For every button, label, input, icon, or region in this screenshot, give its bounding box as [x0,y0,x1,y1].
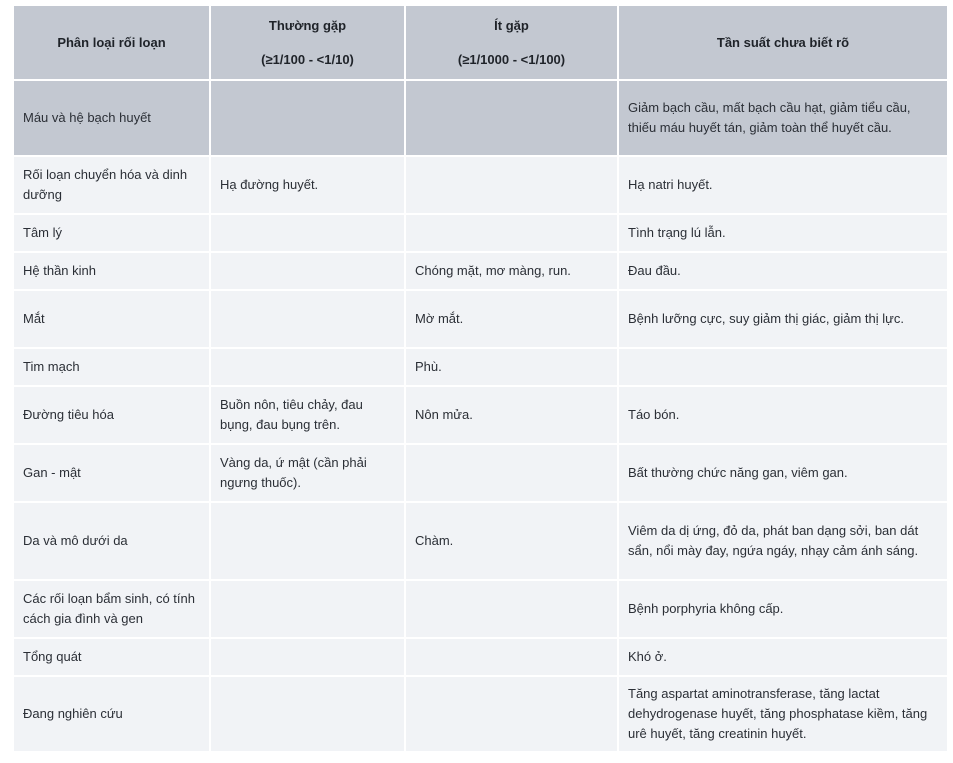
table-row [14,580,947,638]
header-category: Phân loại rối loạn [14,6,210,80]
cell-category: Tổng quát [14,638,210,676]
header-common: Thường gặp (≥1/100 - <1/10) [210,6,405,80]
cell-unknown: Bất thường chức năng gan, viêm gan. [618,444,947,502]
cell-uncommon: Chàm. [405,502,618,580]
cell-common [210,290,405,348]
cell-uncommon: Chóng mặt, mơ màng, run. [405,252,618,290]
cell-uncommon [405,80,618,156]
table-header-row [14,6,947,80]
cell-unknown: Hạ natri huyết. [618,156,947,214]
table-row [14,214,947,252]
cell-uncommon [405,156,618,214]
cell-common [210,502,405,580]
table-row [14,80,947,156]
cell-category: Các rối loạn bẩm sinh, có tính cách gia đình và gen [14,580,210,638]
header-unknown: Tần suất chưa biết rõ [618,6,947,80]
table-row [14,290,947,348]
cell-uncommon [405,214,618,252]
cell-category: Tim mạch [14,348,210,386]
table-row [14,502,947,580]
cell-category: Hệ thần kinh [14,252,210,290]
cell-uncommon: Mờ mắt. [405,290,618,348]
cell-unknown: Táo bón. [618,386,947,444]
cell-category: Tâm lý [14,214,210,252]
cell-unknown [618,348,947,386]
cell-category: Đang nghiên cứu [14,676,210,752]
cell-uncommon: Phù. [405,348,618,386]
cell-unknown: Đau đầu. [618,252,947,290]
adverse-effects-table [14,6,947,753]
adverse-effects-table-container [14,6,947,753]
cell-unknown: Tình trạng lú lẫn. [618,214,947,252]
table-row [14,386,947,444]
cell-common [210,580,405,638]
cell-unknown: Viêm da dị ứng, đỏ da, phát ban dạng sởi, ban dát sẩn, nổi mày đay, ngứa ngáy, nhạy cảm ánh sáng. [618,502,947,580]
cell-common [210,348,405,386]
cell-category: Gan - mật [14,444,210,502]
cell-common: Vàng da, ứ mật (cần phải ngưng thuốc). [210,444,405,502]
cell-unknown: Bệnh lưỡng cực, suy giảm thị giác, giảm thị lực. [618,290,947,348]
cell-common [210,638,405,676]
cell-uncommon [405,676,618,752]
cell-common [210,214,405,252]
cell-uncommon [405,580,618,638]
cell-unknown: Giảm bạch cầu, mất bạch cầu hạt, giảm tiểu cầu, thiếu máu huyết tán, giảm toàn thể huyết cầu. [618,80,947,156]
header-uncommon: Ít gặp (≥1/1000 - <1/100) [405,6,618,80]
table-row [14,348,947,386]
cell-common: Hạ đường huyết. [210,156,405,214]
cell-common: Buồn nôn, tiêu chảy, đau bụng, đau bụng trên. [210,386,405,444]
cell-uncommon: Nôn mửa. [405,386,618,444]
table-row [14,252,947,290]
cell-category: Máu và hệ bạch huyết [14,80,210,156]
cell-category: Mắt [14,290,210,348]
cell-uncommon [405,638,618,676]
table-row [14,638,947,676]
cell-uncommon [405,444,618,502]
cell-category: Da và mô dưới da [14,502,210,580]
cell-common [210,80,405,156]
table-row [14,676,947,752]
table-row [14,444,947,502]
table-row [14,156,947,214]
cell-unknown: Khó ở. [618,638,947,676]
cell-common [210,252,405,290]
cell-category: Đường tiêu hóa [14,386,210,444]
cell-unknown: Tăng aspartat aminotransferase, tăng lactat dehydrogenase huyết, tăng phosphatase kiềm, tăng urê huyết, tăng creatinin huyết. [618,676,947,752]
cell-unknown: Bệnh porphyria không cấp. [618,580,947,638]
cell-category: Rối loạn chuyển hóa và dinh dưỡng [14,156,210,214]
cell-common [210,676,405,752]
